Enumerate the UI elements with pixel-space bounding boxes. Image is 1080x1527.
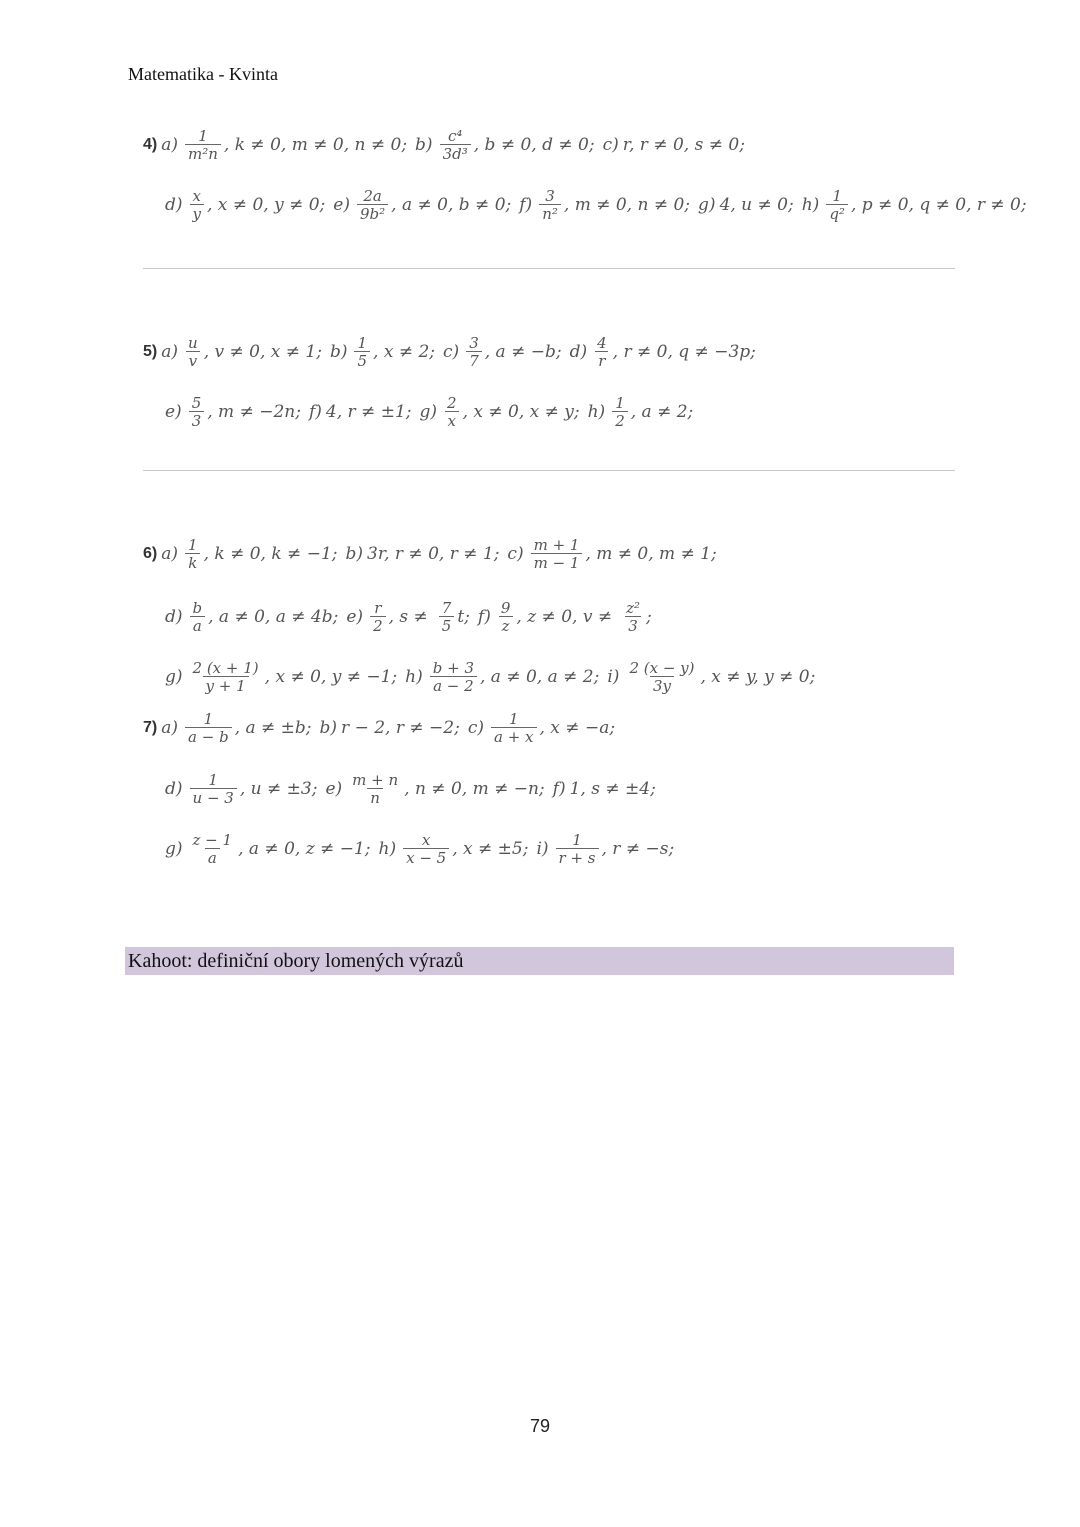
answer-item xyxy=(603,135,745,155)
condition-text: , x ≠ y, y ≠ 0; xyxy=(700,667,816,687)
condition-text: , r ≠ −s; xyxy=(601,839,675,859)
fraction xyxy=(185,537,201,571)
fraction xyxy=(185,335,201,369)
denominator: v xyxy=(186,351,200,369)
numerator: 2 (x − y) xyxy=(629,659,695,677)
answer-text: r − 2, r ≠ −2; xyxy=(341,718,460,738)
item-letter: i) xyxy=(536,839,549,859)
item-letter: f) xyxy=(519,195,533,215)
answer-item xyxy=(478,600,612,634)
answer-line xyxy=(143,772,664,806)
exercise-number: 5) xyxy=(143,343,158,360)
numerator: 7 xyxy=(441,599,452,617)
condition-text: , a ≠ ±b; xyxy=(234,718,312,738)
condition-text: , z ≠ 0, v ≠ xyxy=(516,607,613,627)
condition-text: , x ≠ 0, x ≠ y; xyxy=(462,402,580,422)
denominator: x xyxy=(445,411,459,429)
condition-text: , s ≠ xyxy=(388,607,428,627)
condition-text: , a ≠ 2; xyxy=(630,402,694,422)
numerator: 1 xyxy=(615,394,625,412)
answer-line xyxy=(143,832,682,866)
fraction xyxy=(498,600,514,634)
denominator: a − 2 xyxy=(430,676,477,694)
item-letter: b) xyxy=(319,718,338,738)
item-letter: d) xyxy=(165,195,183,215)
answer-item xyxy=(607,660,815,694)
numerator: 1 xyxy=(832,187,842,205)
page-header: Matematika - Kvinta xyxy=(128,64,278,84)
condition-text: , p ≠ 0, q ≠ 0, r ≠ 0; xyxy=(850,195,1027,215)
numerator: 1 xyxy=(572,831,582,849)
answer-item xyxy=(698,195,794,215)
denominator: 2 xyxy=(370,616,386,634)
item-letter: c) xyxy=(507,544,524,564)
fraction xyxy=(539,188,561,222)
denominator: y xyxy=(190,204,204,222)
denominator: 3 xyxy=(625,616,641,634)
denominator: u − 3 xyxy=(190,788,237,806)
item-letter: e) xyxy=(325,779,343,799)
numerator: m + 1 xyxy=(533,536,580,554)
answer-item xyxy=(346,544,500,564)
answer-text: 3r, r ≠ 0, r ≠ 1; xyxy=(367,544,500,564)
item-letter: f) xyxy=(552,779,566,799)
answer-item xyxy=(165,188,325,222)
answer-item xyxy=(346,600,427,634)
fraction xyxy=(185,711,232,745)
answer-item xyxy=(802,188,1027,222)
answer-item xyxy=(443,335,562,369)
item-letter: e) xyxy=(346,607,364,627)
fraction xyxy=(444,395,460,429)
condition-text: , k ≠ 0, m ≠ 0, n ≠ 0; xyxy=(223,135,408,155)
item-letter: b) xyxy=(415,135,433,155)
item-letter: i) xyxy=(607,667,620,687)
answer-item xyxy=(161,537,337,571)
answer-item xyxy=(161,335,322,369)
fraction xyxy=(403,832,449,866)
denominator: 3d³ xyxy=(440,144,471,162)
condition-text: , x ≠ −a; xyxy=(539,718,616,738)
answer-item xyxy=(379,832,529,866)
item-letter: a) xyxy=(161,544,179,564)
item-letter: b) xyxy=(345,544,364,564)
denominator: m − 1 xyxy=(531,553,583,571)
fraction xyxy=(440,128,471,162)
fraction xyxy=(190,832,236,866)
answer-line xyxy=(143,711,623,745)
numerator: 4 xyxy=(597,334,607,352)
divider xyxy=(143,470,955,471)
denominator: 7 xyxy=(466,351,482,369)
denominator: y + 1 xyxy=(203,676,249,694)
answer-item xyxy=(405,660,599,694)
condition-text: , x ≠ 2; xyxy=(373,342,436,362)
answer-line xyxy=(143,395,701,429)
denominator: z xyxy=(499,616,513,634)
item-letter: b) xyxy=(329,342,348,362)
condition-text: , a ≠ 0, b ≠ 0; xyxy=(391,195,512,215)
condition-text: , r ≠ 0, q ≠ −3p; xyxy=(612,342,756,362)
item-letter: a) xyxy=(161,342,179,362)
answer-line xyxy=(143,600,660,634)
answer-item xyxy=(165,832,371,866)
answer-text: r, r ≠ 0, s ≠ 0; xyxy=(622,135,745,155)
answer-line xyxy=(143,537,725,571)
denominator: a xyxy=(205,848,220,866)
page-number: 79 xyxy=(529,1416,551,1436)
numerator: u xyxy=(188,334,198,352)
numerator: 1 xyxy=(203,710,214,728)
numerator: x xyxy=(192,187,201,205)
fraction xyxy=(190,600,206,634)
condition-text: , x ≠ 0, y ≠ 0; xyxy=(207,195,326,215)
denominator: n² xyxy=(539,204,561,222)
fraction xyxy=(354,335,370,369)
fraction xyxy=(189,395,205,429)
answer-item xyxy=(165,660,397,694)
answer-text: 4, r ≠ ±1; xyxy=(325,402,412,422)
answer-item xyxy=(320,718,460,738)
denominator: x − 5 xyxy=(403,848,449,866)
answer-item xyxy=(165,600,338,634)
denominator: 3y xyxy=(650,676,674,694)
item-letter: g) xyxy=(419,402,438,422)
item-letter: e) xyxy=(165,402,182,422)
item-letter: c) xyxy=(443,342,460,362)
answer-line xyxy=(143,128,753,162)
denominator: a xyxy=(190,616,205,634)
numerator: 1 xyxy=(188,536,198,554)
item-letter: h) xyxy=(405,667,423,687)
numerator: 5 xyxy=(191,394,202,412)
numerator: 9 xyxy=(500,599,511,617)
numerator: 1 xyxy=(508,710,519,728)
denominator: 3 xyxy=(189,411,205,429)
item-letter: d) xyxy=(569,342,588,362)
item-letter: f) xyxy=(308,402,322,422)
item-letter: g) xyxy=(165,839,183,859)
numerator: 1 xyxy=(198,127,208,145)
exercise-number: 4) xyxy=(143,136,158,153)
condition-text: , x ≠ 0, y ≠ −1; xyxy=(264,667,398,687)
numerator: 2a xyxy=(363,187,382,205)
fraction xyxy=(826,188,848,222)
answer-item xyxy=(519,188,690,222)
item-letter: d) xyxy=(165,779,183,799)
answer-item xyxy=(309,402,412,422)
fraction xyxy=(556,832,599,866)
condition-text: , k ≠ 0, k ≠ −1; xyxy=(203,544,338,564)
fraction xyxy=(190,188,204,222)
condition-text: , a ≠ 0, a ≠ 2; xyxy=(480,667,600,687)
condition-text: , a ≠ 0, a ≠ 4b; xyxy=(208,607,339,627)
condition-text: , b ≠ 0, d ≠ 0; xyxy=(473,135,595,155)
denominator: a − b xyxy=(185,727,232,745)
answer-item xyxy=(420,395,580,429)
numerator: 1 xyxy=(208,771,218,789)
fraction xyxy=(370,600,386,634)
condition-text: , u ≠ ±3; xyxy=(239,779,318,799)
numerator: 2 xyxy=(447,394,457,412)
numerator: x xyxy=(421,831,431,849)
numerator: 3 xyxy=(545,187,555,205)
answer-item xyxy=(415,128,595,162)
answer-text: 1, s ≠ ±4; xyxy=(569,779,656,799)
answer-item xyxy=(468,711,615,745)
numerator: r xyxy=(374,599,382,617)
answer-item xyxy=(536,832,674,866)
condition-text: , m ≠ 0, m ≠ 1; xyxy=(585,544,717,564)
item-letter: e) xyxy=(333,195,350,215)
fraction xyxy=(531,537,583,571)
fraction xyxy=(623,600,643,634)
answer-line xyxy=(143,188,1035,222)
condition-text: , n ≠ 0, m ≠ −n; xyxy=(404,779,545,799)
numerator: m + n xyxy=(352,771,399,789)
answer-item xyxy=(333,188,511,222)
denominator: r + s xyxy=(556,848,599,866)
fraction xyxy=(491,711,537,745)
fraction xyxy=(594,335,610,369)
denominator: 5 xyxy=(439,616,455,634)
answer-item xyxy=(588,395,694,429)
condition-text: , m ≠ 0, n ≠ 0; xyxy=(563,195,691,215)
answer-item xyxy=(620,600,652,634)
numerator: z² xyxy=(626,599,641,617)
kahoot-link[interactable]: Kahoot: definiční obory lomených výrazů xyxy=(125,947,954,975)
item-letter: a) xyxy=(161,718,179,738)
fraction xyxy=(439,600,455,634)
answer-text: 4, u ≠ 0; xyxy=(719,195,794,215)
denominator: 9b² xyxy=(357,204,388,222)
numerator: 3 xyxy=(469,334,479,352)
condition-text: t; xyxy=(457,607,470,627)
denominator: a + x xyxy=(491,727,537,745)
denominator: m²n xyxy=(185,144,221,162)
numerator: 2 (x + 1) xyxy=(192,659,259,677)
fraction xyxy=(349,772,401,806)
answer-item xyxy=(165,395,301,429)
fraction xyxy=(185,128,221,162)
denominator: r xyxy=(595,351,608,369)
item-letter: c) xyxy=(467,718,484,738)
numerator: b + 3 xyxy=(432,659,474,677)
item-letter: h) xyxy=(587,402,606,422)
denominator: q² xyxy=(826,204,848,222)
numerator: 1 xyxy=(357,334,368,352)
fraction xyxy=(626,660,697,694)
item-letter: f) xyxy=(477,607,491,627)
divider xyxy=(143,268,955,269)
numerator: z − 1 xyxy=(192,831,233,849)
exercise-number: 7) xyxy=(143,719,158,736)
answer-line xyxy=(143,335,764,369)
answer-item xyxy=(161,711,311,745)
item-letter: h) xyxy=(801,195,820,215)
fraction xyxy=(612,395,628,429)
condition-text: , a ≠ −b; xyxy=(484,342,562,362)
item-letter: g) xyxy=(698,195,716,215)
answer-item xyxy=(570,335,756,369)
answer-item xyxy=(507,537,716,571)
item-letter: g) xyxy=(165,667,183,687)
fraction xyxy=(357,188,388,222)
fraction xyxy=(190,772,237,806)
numerator: c⁴ xyxy=(447,127,463,145)
condition-text: , m ≠ −2n; xyxy=(207,402,301,422)
answer-item xyxy=(165,772,317,806)
answer-line xyxy=(143,660,823,694)
fraction xyxy=(466,335,482,369)
denominator: 5 xyxy=(354,351,370,369)
item-letter: h) xyxy=(378,839,397,859)
item-letter: d) xyxy=(165,607,183,627)
answer-item xyxy=(436,600,470,634)
denominator: k xyxy=(185,553,200,571)
answer-item xyxy=(161,128,407,162)
item-letter: c) xyxy=(602,135,619,155)
fraction xyxy=(190,660,262,694)
answer-item xyxy=(553,779,656,799)
numerator: b xyxy=(192,599,203,617)
answer-item xyxy=(325,772,544,806)
denominator: n xyxy=(367,788,383,806)
fraction xyxy=(430,660,477,694)
item-letter: a) xyxy=(161,135,179,155)
denominator: 2 xyxy=(612,411,628,429)
condition-text: , v ≠ 0, x ≠ 1; xyxy=(203,342,322,362)
answer-item xyxy=(330,335,435,369)
exercise-number: 6) xyxy=(143,545,158,562)
condition-text: , a ≠ 0, z ≠ −1; xyxy=(238,839,371,859)
condition-text: , x ≠ ±5; xyxy=(452,839,529,859)
condition-text: ; xyxy=(646,607,652,627)
